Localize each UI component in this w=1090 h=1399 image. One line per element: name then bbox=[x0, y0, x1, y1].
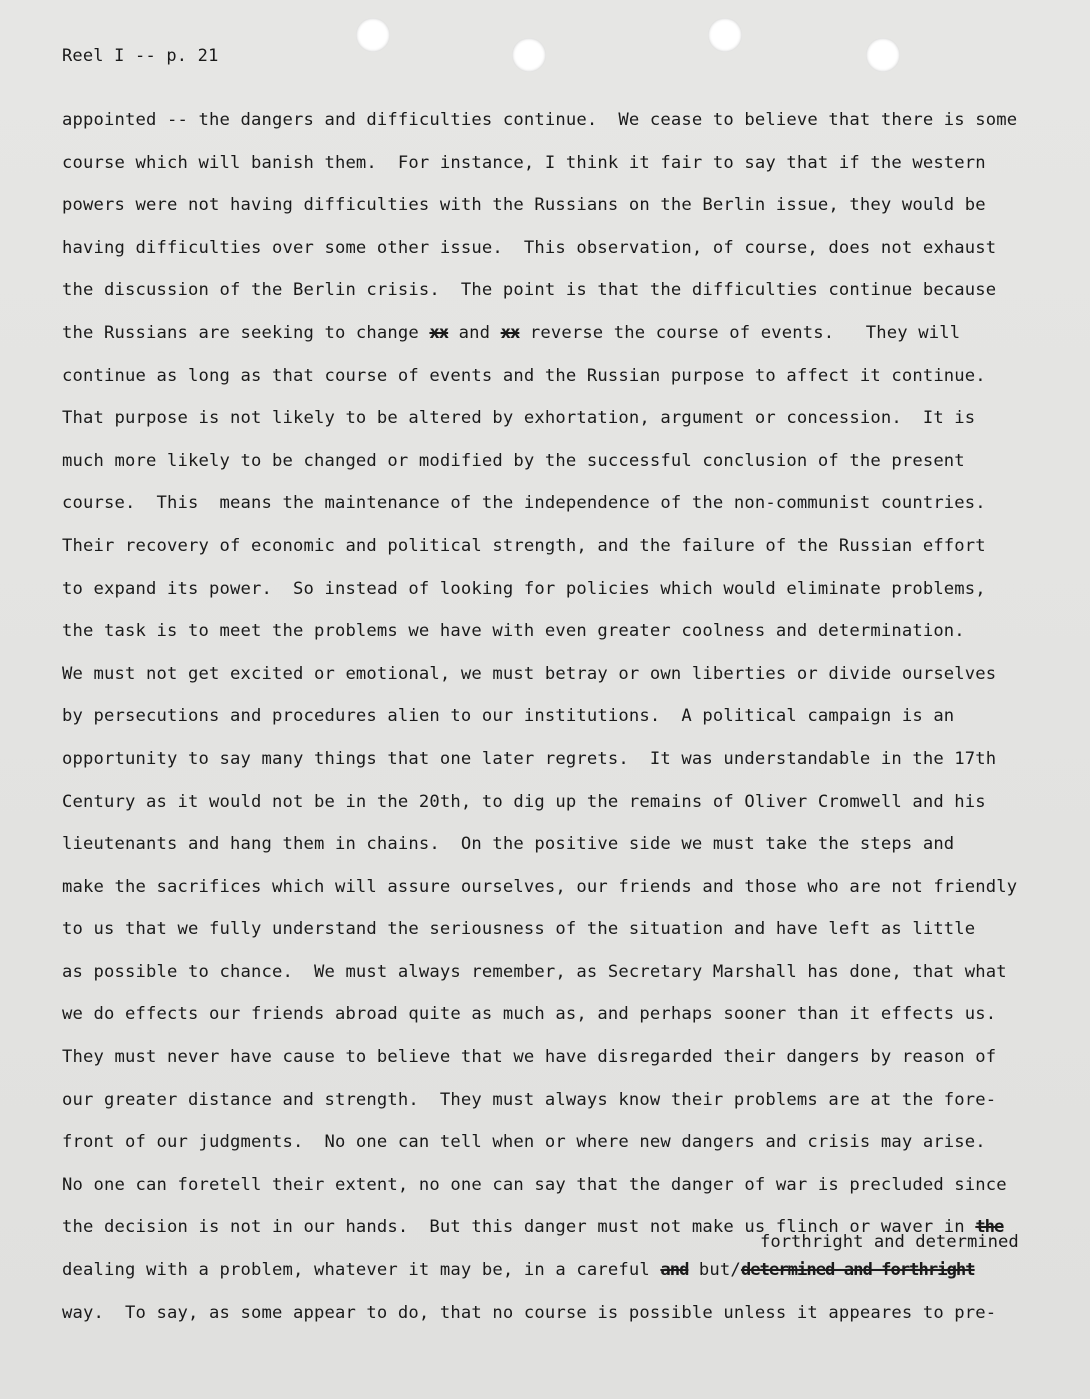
text-line: our greater distance and strength. They must always know their problems are at the fore- bbox=[62, 1089, 997, 1110]
text-line: having difficulties over some other issue. This observation, of course, does not exhaust bbox=[62, 237, 997, 258]
struck-text: and bbox=[660, 1260, 689, 1281]
text-line: make the sacrifices which will assure ourselves, our friends and those who are not friendly bbox=[62, 876, 1018, 897]
interlinear-correction: forthright and determined bbox=[760, 1232, 1019, 1252]
text-line: way. To say, as some appear to do, that no course is possible unless it appeares to pre- bbox=[62, 1302, 997, 1323]
text-line: That purpose is not likely to be altered by exhortation, argument or concession. It is bbox=[62, 408, 976, 429]
text-line: No one can foretell their extent, no one can say that the danger of war is precluded since bbox=[62, 1174, 1007, 1195]
text-line-with-strikeout: the decision is not in our hands. But this danger must not make us flinch or waver in the bbox=[62, 1217, 1004, 1238]
text-line: much more likely to be changed or modified by the successful conclusion of the present bbox=[62, 450, 965, 471]
text-line: to us that we fully understand the seriousness of the situation and have left as little bbox=[62, 919, 976, 940]
text-line: powers were not having difficulties with the Russians on the Berlin issue, they would be bbox=[62, 195, 986, 216]
punch-hole bbox=[866, 38, 900, 72]
text-line: continue as long as that course of events and the Russian purpose to affect it continue. bbox=[62, 365, 986, 386]
text-line: the task is to meet the problems we have with even greater coolness and determination. bbox=[62, 621, 965, 642]
text-line: course. This means the maintenance of the independence of the non-communist countries. bbox=[62, 493, 986, 514]
text-line: opportunity to say many things that one later regrets. It was understandable in the 17th bbox=[62, 748, 997, 769]
struck-text: the bbox=[975, 1217, 1004, 1238]
text-line: course which will banish them. For instance, I think it fair to say that if the western bbox=[62, 152, 986, 173]
text-line: Century as it would not be in the 20th, to dig up the remains of Oliver Cromwell and his bbox=[62, 791, 986, 812]
text-line-with-strikeouts: the Russians are seeking to change xx and xx reverse the course of events. They will bbox=[62, 322, 961, 343]
text-line: front of our judgments. No one can tell when or where new dangers and crisis may arise. bbox=[62, 1132, 986, 1153]
text-line: They must never have cause to believe that we have disregarded their dangers by reason of bbox=[62, 1047, 997, 1068]
text-line: as possible to chance. We must always remember, as Secretary Marshall has done, that what bbox=[62, 961, 1007, 982]
punch-hole bbox=[512, 38, 546, 72]
text-line: lieutenants and hang them in chains. On the positive side we must take the steps and bbox=[62, 834, 955, 855]
text-line: to expand its power. So instead of looking for policies which would eliminate problems, bbox=[62, 578, 986, 599]
body-text bbox=[62, 108, 1052, 1343]
struck-text: xx bbox=[429, 322, 449, 343]
text-line: the discussion of the Berlin crisis. The point is that the difficulties continue because bbox=[62, 280, 997, 301]
struck-text: xx bbox=[500, 322, 520, 343]
struck-text: determined and forthright bbox=[740, 1260, 975, 1281]
punch-hole bbox=[708, 18, 742, 52]
text-line: by persecutions and procedures alien to our institutions. A political campaign is an bbox=[62, 706, 955, 727]
text-line-with-strikeouts: dealing with a problem, whatever it may be, in a careful and but/determined and forthright bbox=[62, 1260, 975, 1281]
text-line: we do effects our friends abroad quite as much as, and perhaps sooner than it effects us. bbox=[62, 1004, 997, 1025]
text-line: Their recovery of economic and political strength, and the failure of the Russian effort bbox=[62, 535, 986, 556]
text-line: We must not get excited or emotional, we must betray or own liberties or divide ourselves bbox=[62, 663, 997, 684]
text-line: appointed -- the dangers and difficulties continue. We cease to believe that there is some bbox=[62, 110, 1018, 130]
punch-hole bbox=[356, 18, 390, 52]
page-header: Reel I -- p. 21 bbox=[62, 46, 219, 66]
